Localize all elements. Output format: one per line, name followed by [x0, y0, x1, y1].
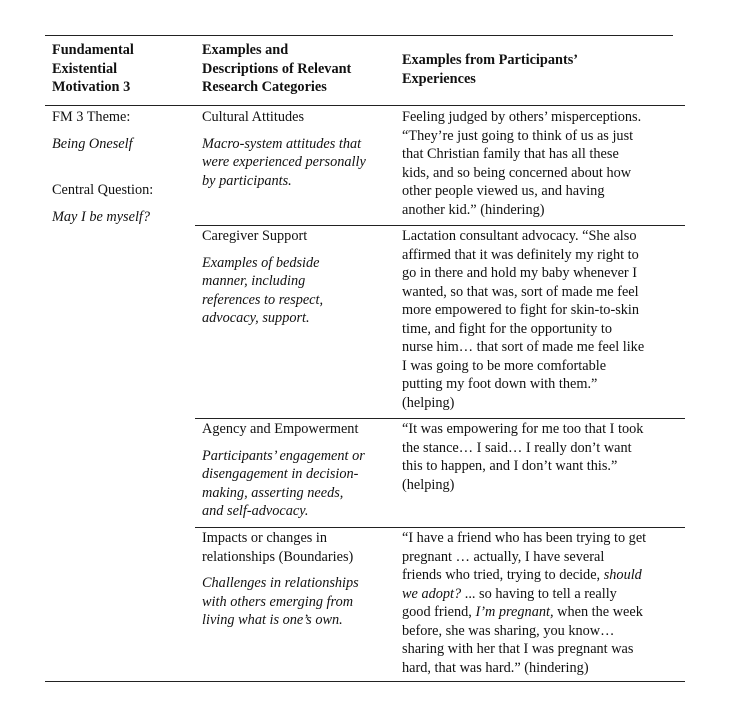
row-2-category: Caregiver Support Examples of bedside manner, including references to respect, advocacy, support.: [202, 227, 397, 328]
theme-label: FM 3 Theme:: [52, 109, 131, 125]
theme-value: Being Oneself: [52, 135, 133, 152]
row-3-category: Agency and Empowerment Participants’ engagement or disengagement in decision- making, asserting needs, and self-advocacy.: [202, 420, 397, 521]
bottom-rule: [45, 681, 685, 682]
row-divider-3: [195, 527, 685, 528]
row-1-category: Cultural Attitudes Macro-system attitudes that were experienced personally by participants.: [202, 108, 397, 190]
row-divider-1: [195, 225, 685, 226]
row-3-example: “It was empowering for me too that I took the stance… I said… I really don’t want this to happen, and I don’t want this.” (helping): [402, 421, 644, 493]
row-4-description: Challenges in relationships with others emerging from living what is one’s own.: [202, 575, 359, 628]
fm3-column: [52, 108, 192, 226]
row-2-description: Examples of bedside manner, including references to respect, advocacy, support.: [202, 254, 324, 326]
row-4-example: “I have a friend who has been trying to get pregnant … actually, I have several friends who tried, trying to decide, should we adopt? ... so having to tell a really good friend, I’m pregnant, when the week before, she was sharing, you know… sharing with her that I was pregnant was hard, that was hard.” (hindering): [402, 530, 647, 676]
row-4-category: Impacts or changes in relationships (Boundaries) Challenges in relationships with others emerging from living what is one’s own.: [202, 529, 397, 630]
header-rule: [45, 105, 685, 106]
row-1-description: Macro-system attitudes that were experienced personally by participants.: [202, 135, 366, 189]
header-col2: Examples and Descriptions of Relevant Research Categories: [202, 42, 352, 95]
top-rule: [45, 35, 673, 36]
row-divider-2: [195, 418, 685, 419]
question-value: May I be myself?: [52, 208, 151, 225]
header-col3: Examples from Participants’ Experiences: [402, 52, 579, 87]
row-1-example: Feeling judged by others’ misperceptions. “They’re just going to think of us as just that Christian family that has all these kids, and so being concerned about how other people viewed us, and having another kid.” (hindering): [402, 109, 642, 218]
row-3-description: Participants’ engagement or disengagement in decision- making, asserting needs, and self-advocacy.: [202, 447, 365, 519]
row-2-example: Lactation consultant advocacy. “She also affirmed that it was definitely my right to go in there and hold my baby whenever I wanted, so that was, sort of made me feel more empowered to fight for skin-to-skin time, and fight for the opportunity to nurse him… that sort of made me feel like I was going to be more comfortable putting my foot down with them.” (helping): [402, 228, 645, 411]
header-col1: Fundamental Existential Motivation 3: [52, 42, 134, 95]
question-label: Central Question:: [52, 182, 154, 198]
